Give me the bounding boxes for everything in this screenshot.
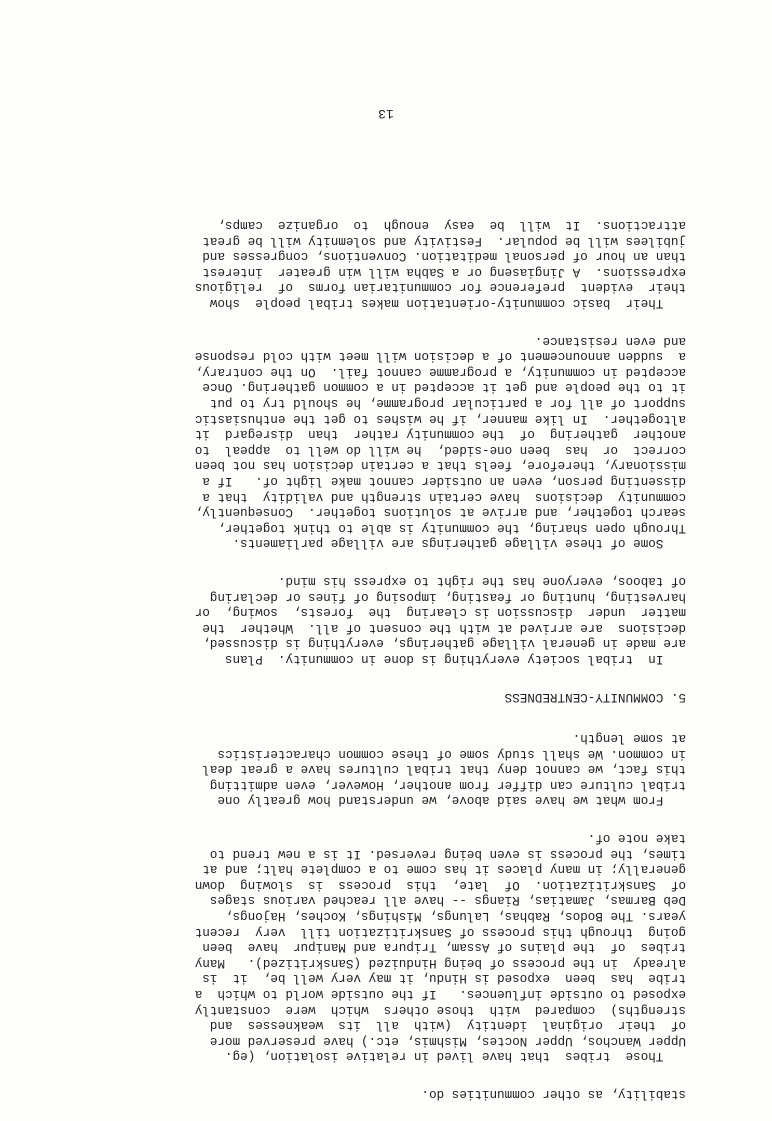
text-line: Some of these village gatherings are village parliaments.: [232, 536, 686, 551]
text-line: this fact, we cannot deny that tribal cultures have a great deal: [202, 762, 686, 777]
paragraph-gap: [81, 666, 686, 688]
paragraph-gap: [81, 704, 686, 730]
text-line: From what we have said above, we understand how greatly one: [217, 793, 686, 808]
text-line: Deb Barmas, Jamatias, Riangs -- have all reached various stages: [209, 893, 686, 908]
paragraph: [81, 1085, 686, 1101]
text-line: harvesting, hunting or feasting, imposing of fines or declaring: [209, 589, 686, 604]
text-line: than an hour of personal meditation. Conventions, congresses and: [202, 249, 686, 264]
paragraph-gap: [81, 1063, 686, 1085]
text-line: matter under discussion is clearing the forests, sowing, or: [194, 605, 686, 620]
text-line: jubilees will be popular. Festivity and solemnity will be great: [202, 233, 686, 248]
text-line: take note of.: [587, 831, 686, 846]
text-line: of taboos, everyone has the right to express his mind.: [277, 573, 686, 588]
paragraph: [81, 572, 686, 666]
paragraph: [81, 730, 686, 808]
paragraph: [81, 332, 686, 550]
paragraph: [81, 830, 686, 1064]
text-line: in common. We shall study some of these common characteristics: [217, 746, 686, 761]
text-line: their evident preference for communitarian forms of religious: [194, 280, 686, 295]
text-line: and even resistance.: [534, 333, 686, 348]
text-line: search together, and arrive at solutions together. Consequently,: [194, 505, 686, 520]
text-line: times, the process is even being reversed. It is a new trend to: [209, 846, 686, 861]
text-line: tribe has been exposed is Hindu, it may very well be, it is: [202, 971, 686, 986]
paragraph: [81, 217, 686, 311]
text-line: stability, as other communities do.: [421, 1087, 686, 1101]
text-line: of Sanskritization. Of late, this process is slowing down: [194, 877, 686, 892]
text-line: Through open sharing, the community is able to think together,: [217, 520, 686, 535]
text-line: at some length.: [572, 731, 686, 746]
text-line: missionary, therefore, feels that a certain decision has not been: [194, 458, 686, 473]
text-line: already in the process of being Hinduized (Sanskritized). Many: [194, 955, 686, 970]
text-line: tribal culture can differ from another, However, even admitting: [209, 777, 686, 792]
text-line: correct or has been one-sided, he will do well to appeal to: [194, 442, 686, 457]
text-line: In tribal society everything is done in community. Plans: [224, 651, 686, 666]
text-line: community decisions have certain strength and validity that a: [202, 489, 686, 504]
text-line: attractions. It will be easy enough to organize camps,: [217, 218, 686, 233]
text-line: going through this process of Sanskritization till very recent: [194, 924, 686, 939]
section-heading: 5. COMMUNITY-CENTREDNESS: [504, 689, 686, 704]
text-line: exposed to outside influences. If the outside world to which a: [194, 987, 686, 1002]
paragraph-gap: [81, 550, 686, 572]
paragraph-gap: [81, 808, 686, 830]
text-line: expressions. A Jingiaseng or a Sabha will win greater interest: [202, 264, 686, 279]
text-line: Those tribes that have lived in relative isolation, (eg.: [224, 1049, 686, 1064]
text-line: altogether. In like manner, if he wishes to get the enthusiastic: [194, 411, 686, 426]
text-line: tribes of the plains of Assam, Tripura and Manipur have been: [202, 940, 686, 955]
text-line: it to the people and get it accepted in a common gathering. Once: [202, 380, 686, 395]
text-line: strengths) compared with those others which were constantly: [194, 1002, 686, 1017]
paragraph-gap: [81, 310, 686, 332]
text-line: of their original identity (with all its weaknesses and: [209, 1018, 686, 1033]
text-line: dissenting person, even an outsider cannot make light of. If a: [202, 474, 686, 488]
text-line: another gathering of the community rather than disregard it: [194, 427, 686, 442]
page-number: 13: [378, 106, 394, 121]
text-line: accepted in community, a programme cannot fail. On the contrary,: [194, 364, 686, 379]
text-line: decisions are arrived at with the consent of all. Whether the: [202, 620, 686, 635]
page-text-body: [81, 217, 686, 1102]
text-line: are made in general village gatherings, everything is discussed,: [202, 636, 686, 651]
text-line: years. The Bodos, Rabhas, Lalungs, Mishings, Koches, Hajongs,: [224, 909, 686, 924]
text-line: a sudden announcement of a decision will meet with cold response: [194, 349, 686, 364]
text-line: generally; in many places it has come to a complete halt; and at: [202, 862, 686, 877]
text-line: support of all for a particular programme, he should try to put: [209, 396, 686, 411]
text-line: Their basic community-orientation makes tribal people show: [209, 296, 686, 311]
text-line: Upper Wanchos, Upper Noctes, Mishmis, etc.) have preserved more: [209, 1033, 686, 1048]
